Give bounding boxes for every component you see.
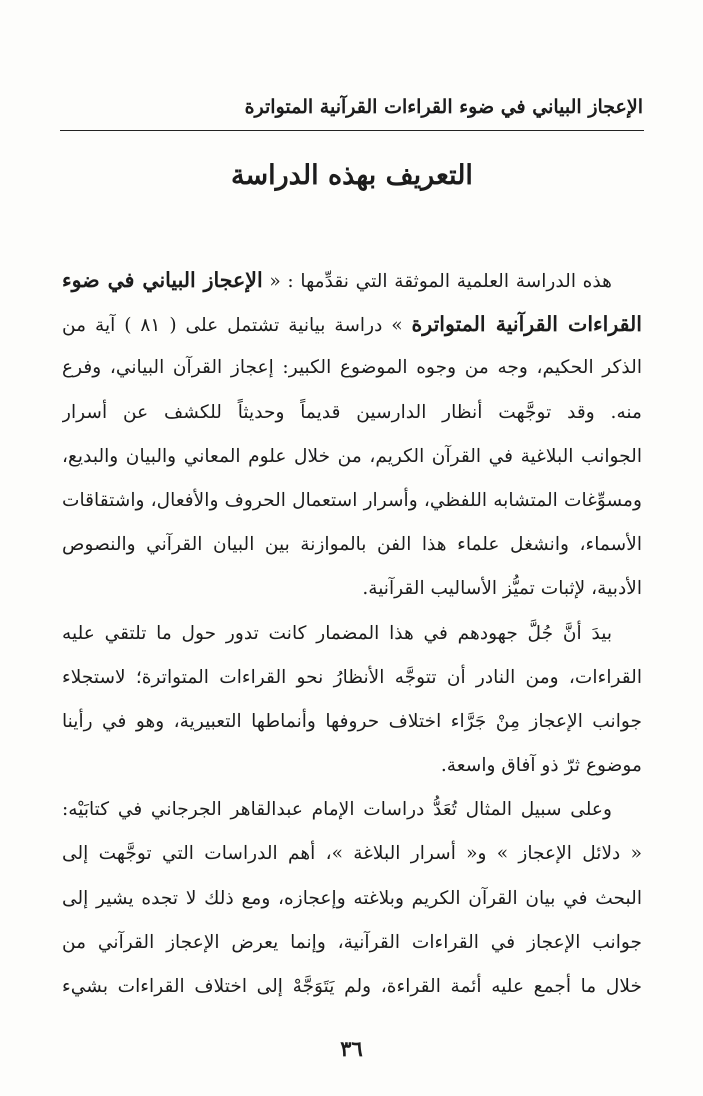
- page-number: ٣٦: [340, 1036, 363, 1061]
- header-rule: [60, 130, 644, 131]
- text-line: بيدَ أنَّ جُلَّ جهودهم في هذا المضمار كانت تدور حول ما تلتقي عليه: [62, 622, 612, 644]
- text-line: [62, 258, 642, 302]
- text-line: ومسوِّغات المتشابه اللفظي، وأسرار استعمال الحروف والأفعال، واشتقاقات: [62, 489, 642, 511]
- text-line: القراءات، ومن النادر أن تتوجَّه الأنظارُ نحو القراءات المتواترة؛ لاستجلاء: [62, 666, 642, 688]
- text-line: جوانب الإعجاز في القراءات القرآنية، وإنما يعرض الإعجاز القرآني من: [62, 931, 642, 953]
- text-line: الجوانب البلاغية في القرآن الكريم، من خلال علوم المعاني والبيان والبديع،: [62, 445, 642, 467]
- line-text: » دراسة بيانية تشتمل على ( ٨١ ) آية من: [62, 315, 412, 337]
- text-line: البحث في بيان القرآن الكريم وبلاغته وإعجازه، ومع ذلك لا تجده يشير إلى: [62, 887, 642, 909]
- emphasized-title: الإعجاز البياني في ضوء: [62, 268, 263, 292]
- text-line: خلال ما أجمع عليه أئمة القراءة، ولم يَتَوَجَّهْ إلى اختلاف القراءات بشيء: [62, 976, 642, 997]
- text-line: [62, 302, 642, 346]
- text-line: جوانب الإعجاز مِنْ جَرَّاء اختلاف حروفها وأنماطها التعبيرية، وهو في رأينا: [62, 710, 642, 732]
- running-head: الإعجاز البياني في ضوء القراءات القرآنية المتواترة: [244, 96, 643, 118]
- emphasized-title: القراءات القرآنية المتواترة: [411, 312, 642, 337]
- chapter-title: التعريف بهذه الدراسة: [231, 160, 473, 191]
- text-line: الأدبية، لإثبات تميُّز الأساليب القرآنية.: [362, 578, 642, 600]
- text-line: منه. وقد توجَّهت أنظار الدارسين قديماً وحديثاً للكشف عن أسرار: [62, 401, 642, 423]
- text-line: موضوع ثرّ ذو آفاق واسعة.: [440, 755, 642, 777]
- body-text: [62, 258, 642, 1009]
- text-line: الأسماء، وانشغل علماء هذا الفن بالموازنة بين البيان القرآني والنصوص: [62, 534, 642, 556]
- text-line: الذكر الحكيم، وجه من وجوه الموضوع الكبير: إعجاز القرآن البياني، وفرع: [62, 357, 642, 379]
- text-line: وعلى سبيل المثال تُعَدُّ دراسات الإمام عبدالقاهر الجرجاني في كتابَيْه:: [62, 799, 612, 821]
- text-line: « دلائل الإعجاز » و« أسرار البلاغة »، أهم الدراسات التي توجَّهت إلى: [62, 843, 642, 865]
- line-text: هذه الدراسة العلمية الموثقة التي نقدِّمها : «: [262, 271, 612, 292]
